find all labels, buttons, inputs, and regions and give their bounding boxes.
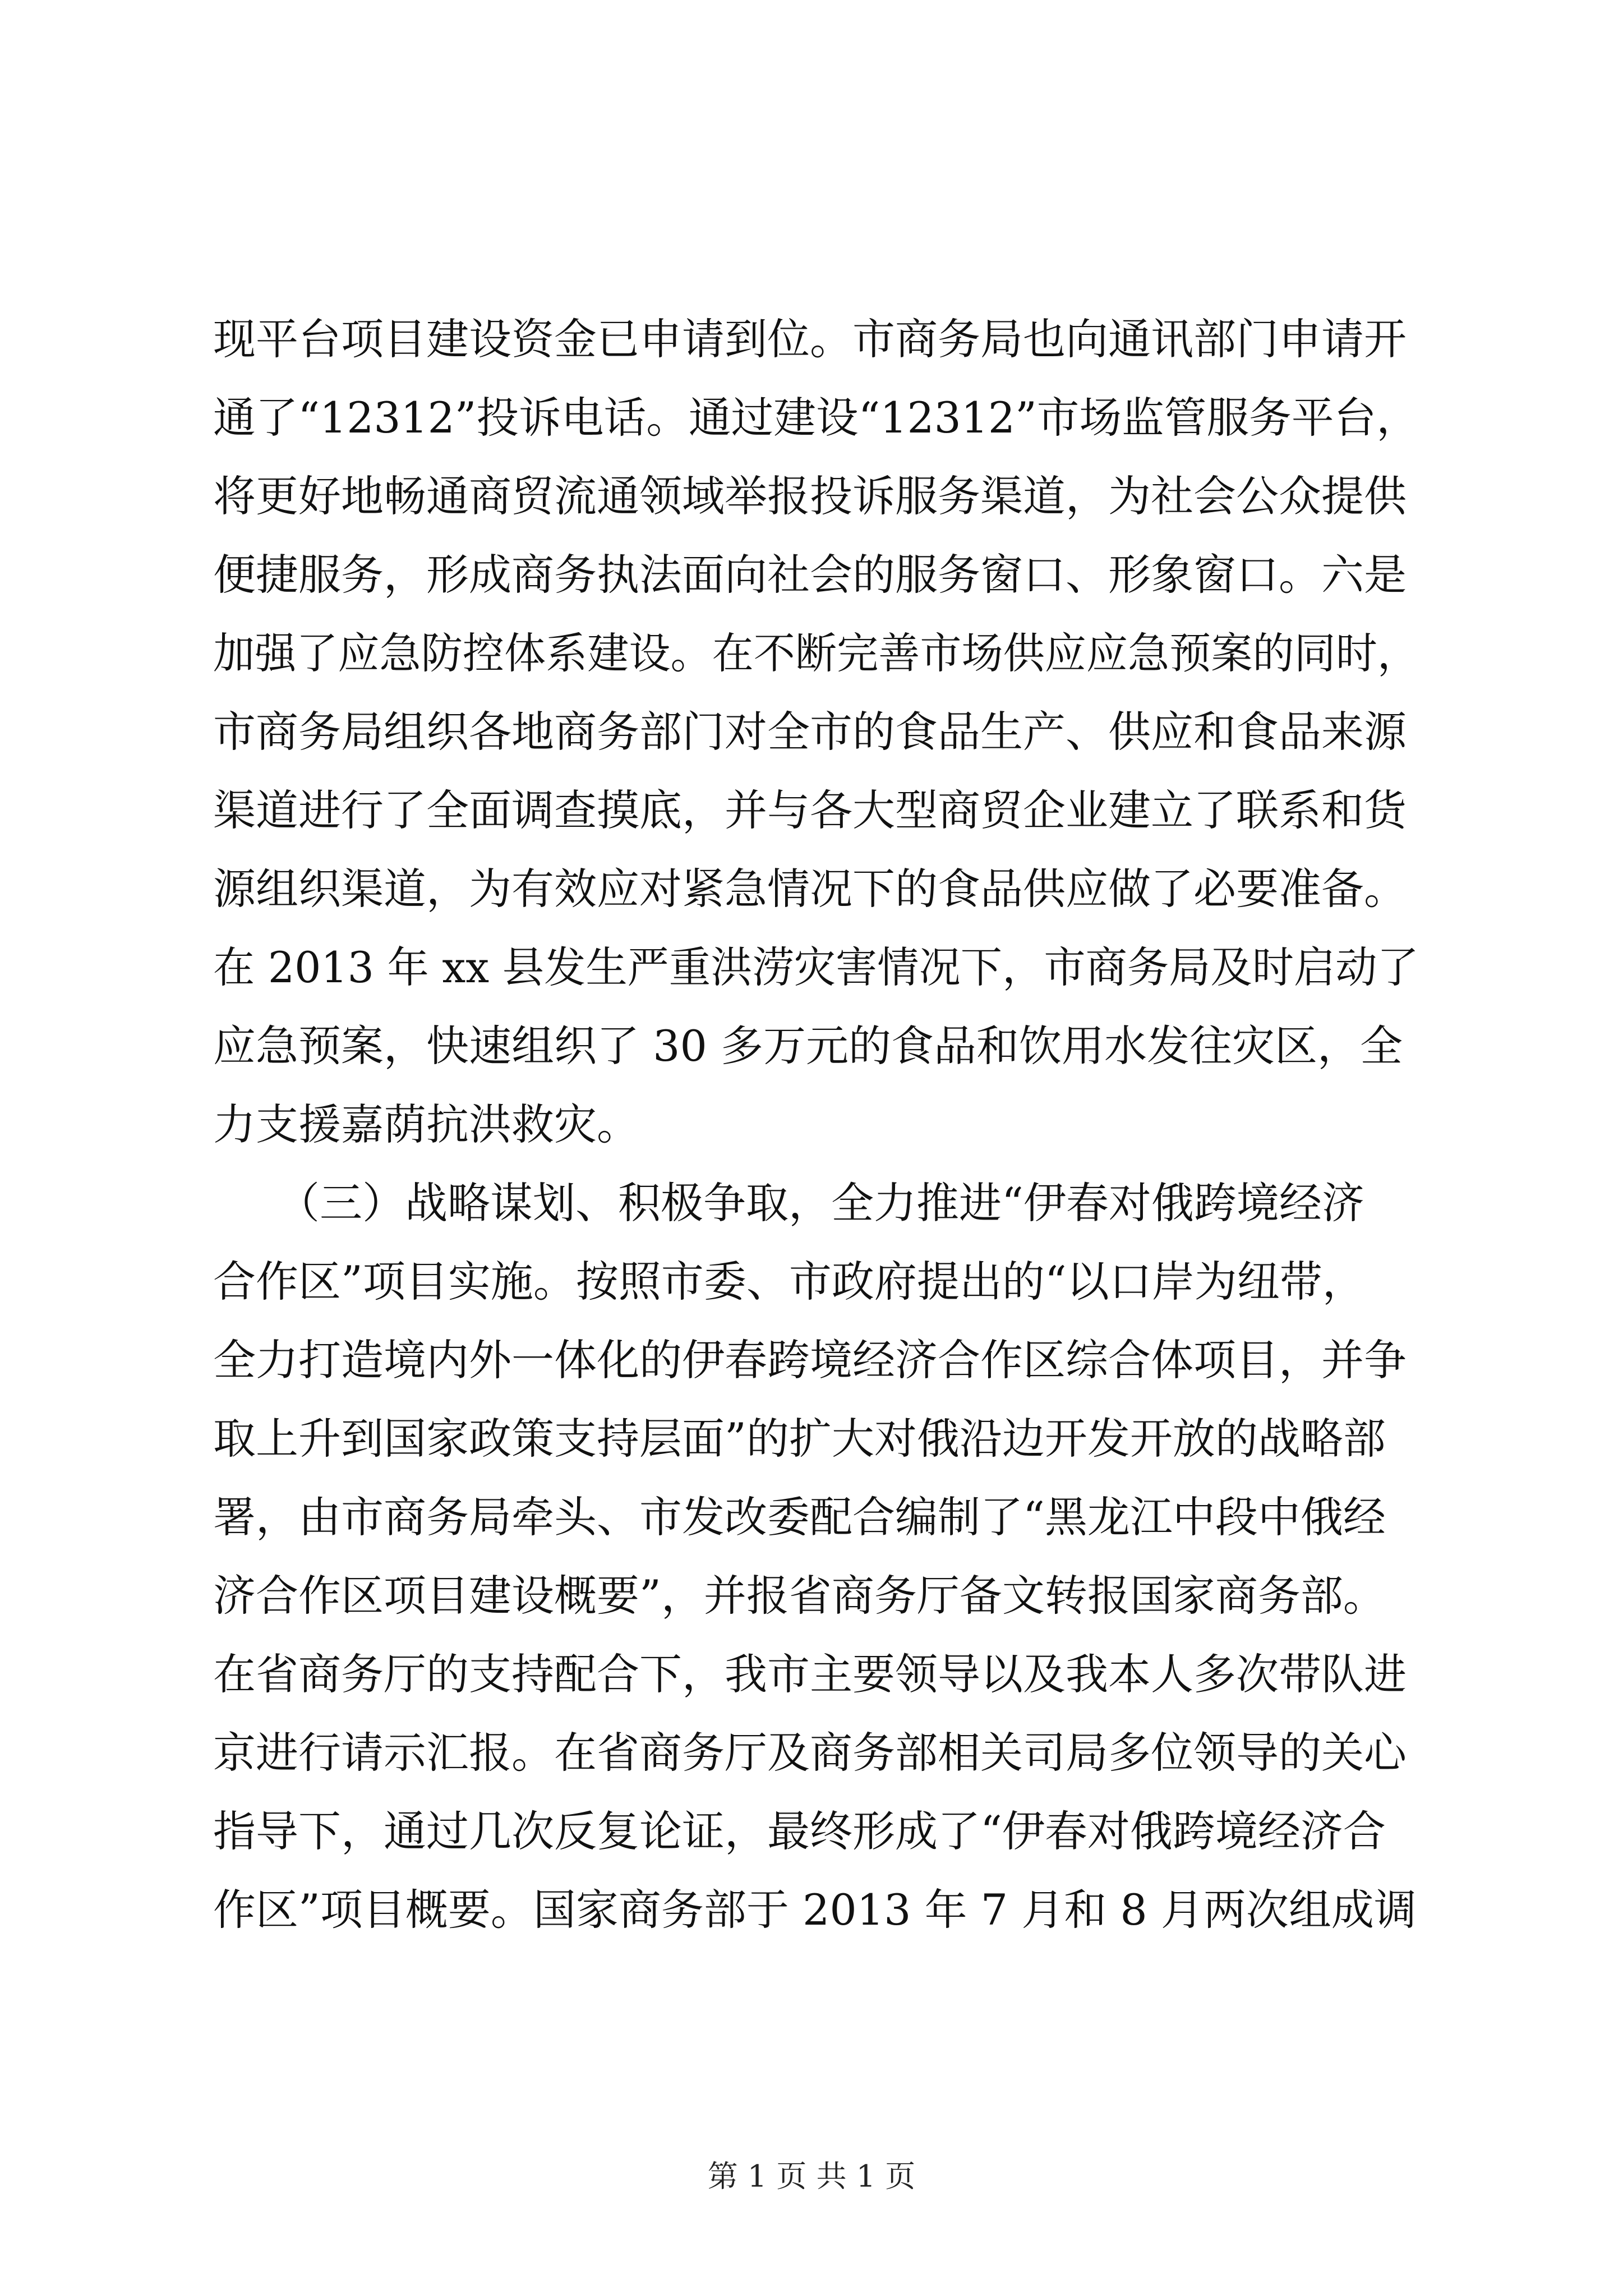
- page-footer: 第 1 页 共 1 页: [707, 2159, 916, 2194]
- body-text-line: 加强了应急防控体系建设。在不断完善市场供应应急预案的同时，: [213, 628, 1419, 678]
- body-text-line: 指导下，通过几次反复论证，最终形成了“伊春对俄跨境经济合: [213, 1806, 1386, 1856]
- body-text-line: 市商务局组织各地商务部门对全市的食品生产、供应和食品来源: [213, 707, 1407, 757]
- body-text-line: 应急预案，快速组织了 30 多万元的食品和饮用水发往灾区，全: [213, 1021, 1403, 1071]
- section-heading-line: （三）战略谋划、积极争取，全力推进“伊春对俄跨境经济: [213, 1178, 1364, 1228]
- body-text-line: 通了“12312”投诉电话。通过建设“12312”市场监管服务平台，: [213, 393, 1419, 443]
- body-text-line: 在省商务厅的支持配合下，我市主要领导以及我本人多次带队进: [213, 1649, 1407, 1699]
- body-text-line: 合作区”项目实施。按照市委、市政府提出的“以口岸为纽带，: [213, 1257, 1365, 1306]
- body-text-line: 全力打造境内外一体化的伊春跨境经济合作区综合体项目，并争: [213, 1335, 1407, 1385]
- body-text-line: 济合作区项目建设概要”，并报省商务厅备文转报国家商务部。: [213, 1571, 1386, 1621]
- body-text-line: 作区”项目概要。国家商务部于 2013 年 7 月和 8 月两次组成调: [213, 1885, 1417, 1935]
- body-text-line: 渠道进行了全面调查摸底，并与各大型商贸企业建立了联系和货: [213, 785, 1407, 835]
- body-text-line: 现平台项目建设资金已申请到位。市商务局也向通讯部门申请开: [213, 314, 1407, 364]
- body-text-line: 京进行请示汇报。在省商务厅及商务部相关司局多位领导的关心: [213, 1728, 1407, 1778]
- body-text-line: 在 2013 年 xx 县发生严重洪涝灾害情况下，市商务局及时启动了: [213, 942, 1419, 992]
- body-text-line: 取上升到国家政策支持层面”的扩大对俄沿边开发开放的战略部: [213, 1414, 1386, 1464]
- body-text-line: 将更好地畅通商贸流通领域举报投诉服务渠道，为社会公众提供: [213, 471, 1407, 521]
- body-text-line: 署，由市商务局牵头、市发改委配合编制了“黑龙江中段中俄经: [213, 1492, 1386, 1542]
- body-text-line: 源组织渠道，为有效应对紧急情况下的食品供应做了必要准备。: [213, 864, 1407, 914]
- body-text-line: 力支援嘉荫抗洪救灾。: [213, 1099, 639, 1149]
- body-text-line: 便捷服务，形成商务执法面向社会的服务窗口、形象窗口。六是: [213, 550, 1407, 600]
